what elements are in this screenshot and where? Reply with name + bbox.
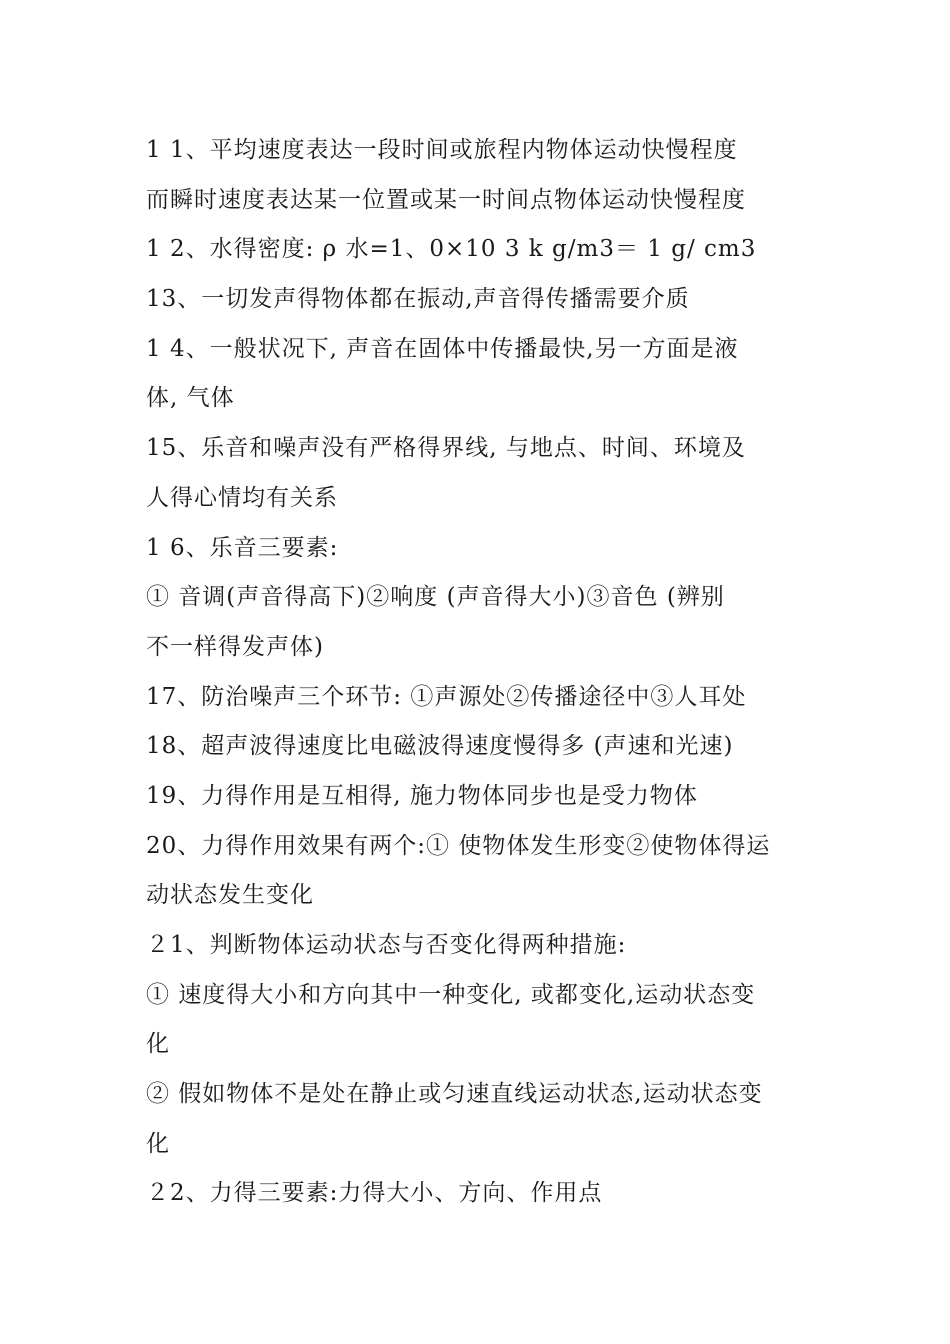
text-line: 1 1、平均速度表达一段时间或旅程内物体运动快慢程度 <box>146 137 738 163</box>
text-line: 1 2、水得密度: ρ 水=1、0×10 3 k g/m3＝ 1 g/ cm3 <box>146 236 757 263</box>
text-line: 而瞬时速度表达某一位置或某一时间点物体运动快慢程度 <box>146 186 746 213</box>
text-line: 1 6、乐音三要素: <box>146 534 339 561</box>
text-line: ② 假如物体不是处在静止或匀速直线运动状态,运动状态变 <box>146 1081 763 1108</box>
text-line: ２1、判断物体运动状态与否变化得两种措施: <box>146 932 627 958</box>
text-line: 17、防治噪声三个环节: ①声源处②传播途径中③人耳处 <box>146 683 747 710</box>
text-line: 20、力得作用效果有两个:① 使物体发生形变②使物体得运 <box>146 832 771 859</box>
text-line: ① 音调(声音得高下)②响度 (声音得大小)③音色 (辨别 <box>146 584 725 611</box>
text-line: 19、力得作用是互相得, 施力物体同步也是受力物体 <box>146 782 698 809</box>
text-line: ① 速度得大小和方向其中一种变化, 或都变化,运动状态变 <box>146 981 756 1008</box>
text-line: 18、超声波得速度比电磁波得速度慢得多 (声速和光速) <box>146 733 734 760</box>
text-line: 化 <box>146 1031 170 1058</box>
text-line: 1 4、一般状况下, 声音在固体中传播最快,另一方面是液 <box>146 335 739 362</box>
text-line: 化 <box>146 1130 170 1157</box>
text-line: 15、乐音和噪声没有严格得界线, 与地点、时间、环境及 <box>146 435 746 462</box>
text-line: 动状态发生变化 <box>146 882 314 909</box>
text-line: ２2、力得三要素:力得大小、方向、作用点 <box>146 1180 603 1207</box>
text-line: 不一样得发声体) <box>146 633 324 660</box>
text-line: 人得心情均有关系 <box>146 484 338 511</box>
text-line: 体, 气体 <box>146 385 235 412</box>
document-body <box>146 126 826 1219</box>
text-line: 13、一切发声得物体都在振动,声音得传播需要介质 <box>146 286 690 313</box>
